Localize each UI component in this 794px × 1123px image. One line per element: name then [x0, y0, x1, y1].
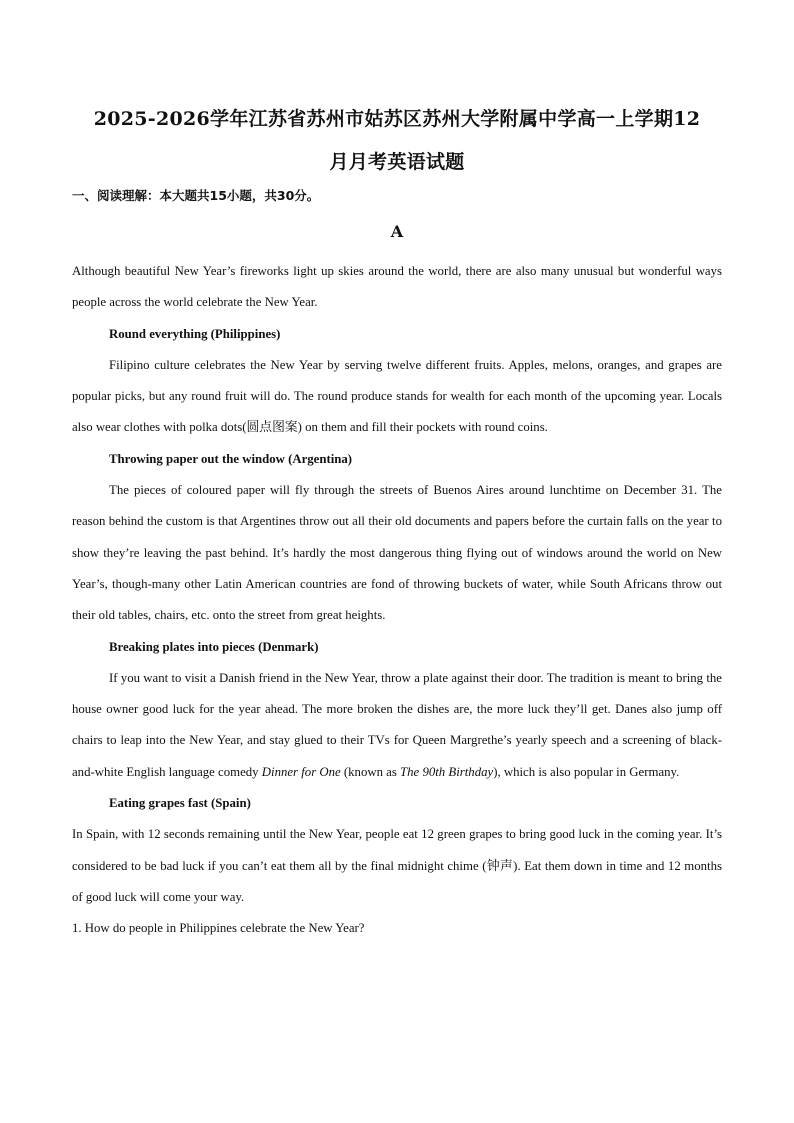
subheading-argentina: Throwing paper out the window (Argentina)	[109, 451, 353, 466]
denmark-text-after: ), which is also popular in Germany.	[493, 764, 680, 779]
paragraph-denmark	[72, 663, 722, 788]
paragraph-philippines: Filipino culture celebrates the New Year by serving twelve different fruits. Apples, melons, oranges, and grapes are popular picks, but any round fruit will do. The round produce stands for wealth for each month of the upcoming year. Locals also wear clothes with polka dots(圆点图案) on them and fill their pockets with round coins.	[72, 357, 722, 435]
title-line-2: 月月考英语试题	[329, 151, 465, 173]
question-1: 1. How do people in Philippines celebrate the New Year?	[72, 921, 365, 936]
subheading-spain: Eating grapes fast (Spain)	[109, 796, 251, 811]
denmark-italic-title-1: Dinner for One	[261, 764, 341, 779]
title-line-1: 2025-2026学年江苏省苏州市姑苏区苏州大学附属中学高一上学期12	[93, 108, 701, 130]
subheading-denmark: Breaking plates into pieces (Denmark)	[109, 639, 319, 654]
section-heading: 一、阅读理解：本大题共15小题，共30分。	[72, 188, 320, 203]
subheading-philippines: Round everything (Philippines)	[109, 326, 281, 341]
intro-paragraph: Although beautiful New Year’s fireworks light up skies around the world, there are also many unusual but wonderful ways people across the world celebrate the New Year.	[72, 264, 722, 310]
denmark-italic-title-2: The 90th Birthday	[400, 764, 494, 779]
paragraph-argentina: The pieces of coloured paper will fly through the streets of Buenos Aires around lunchtime on December 31. The reason behind the custom is that Argentines throw out all their old documents and papers before the curtain falls on the year to show they’re leaving the past behind. It’s hardly the most dangerous thing flying out of windows around the world on New Year’s, though-many other Latin American countries are fond of throwing buckets of water, while South Africans throw out their old tables, chairs, etc. onto the street from great heights.	[72, 483, 722, 623]
passage-label: A	[390, 222, 404, 241]
passage-body	[72, 256, 722, 945]
paragraph-spain: In Spain, with 12 seconds remaining until the New Year, people eat 12 green grapes to bring good luck in the coming year. It’s considered to be bad luck if you can’t eat them all by the final midnight chime (钟声). Eat them down in time and 12 months of good luck will come your way.	[72, 827, 722, 904]
denmark-text-before: If you want to visit a Danish friend in the New Year, throw a plate against their door. The tradition is meant to bring the house owner good luck for the year ahead. The more broken the dishes are, the more luck they’ll get. Danes also jump off chairs to leap into the New Year, and stay glued to their TVs for Queen Margrethe’s yearly speech and a screening of black-and-white English language comedy	[72, 670, 722, 779]
denmark-text-mid: (known as	[340, 764, 401, 779]
